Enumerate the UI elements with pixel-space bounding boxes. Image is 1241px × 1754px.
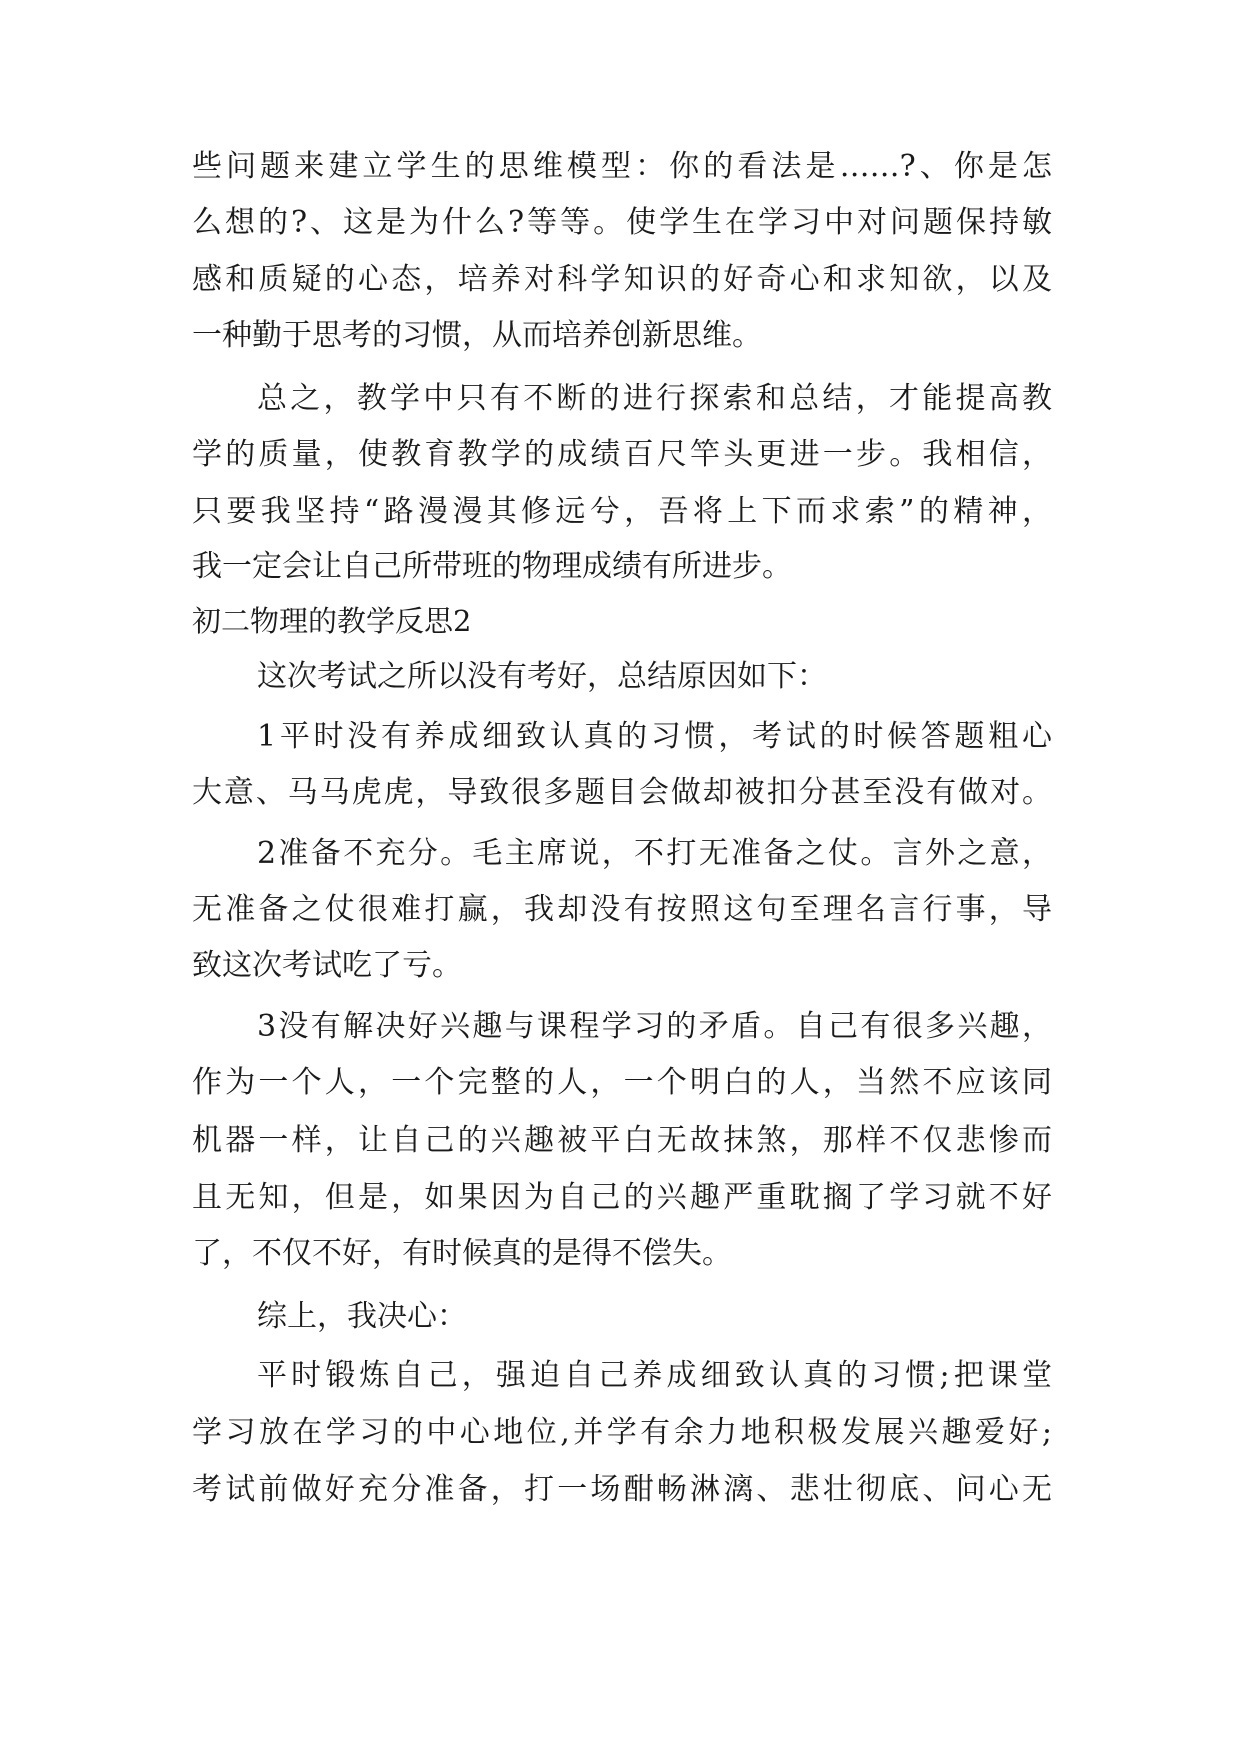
paragraph-line: 学习放在学习的中心地位,并学有余力地积极发展兴趣爱好;: [192, 1415, 1052, 1450]
paragraph-line: 作为一个人，一个完整的人，一个明白的人，当然不应该同: [192, 1065, 1052, 1100]
paragraph-line: 2准备不充分。毛主席说，不打无准备之仗。言外之意，: [257, 836, 1052, 871]
paragraph-line: 3没有解决好兴趣与课程学习的矛盾。自己有很多兴趣，: [257, 1009, 1052, 1044]
paragraph-line: 1平时没有养成细致认真的习惯，考试的时候答题粗心: [257, 719, 1052, 754]
paragraph-line: 平时锻炼自己，强迫自己养成细致认真的习惯;把课堂: [257, 1358, 1052, 1393]
paragraph-line: 了，不仅不好，有时候真的是得不偿失。: [192, 1236, 732, 1271]
paragraph-line: 这次考试之所以没有考好，总结原因如下：: [257, 659, 827, 694]
paragraph-line: 感和质疑的心态，培养对科学知识的好奇心和求知欲，以及: [192, 262, 1052, 297]
paragraph-line: 些问题来建立学生的思维模型：你的看法是……?、你是怎: [192, 149, 1052, 184]
paragraph-line: 只要我坚持“路漫漫其修远兮，吾将上下而求索”的精神，: [192, 494, 1052, 529]
section-heading: 初二物理的教学反思2: [192, 604, 472, 638]
paragraph-line: 致这次考试吃了亏。: [192, 948, 462, 983]
paragraph-line: 无准备之仗很难打赢，我却没有按照这句至理名言行事，导: [192, 892, 1052, 927]
paragraph-line: 我一定会让自己所带班的物理成绩有所进步。: [192, 549, 792, 584]
paragraph-line: 考试前做好充分准备，打一场酣畅淋漓、悲壮彻底、问心无: [192, 1472, 1052, 1507]
paragraph-line: 且无知，但是，如果因为自己的兴趣严重耽搁了学习就不好: [192, 1180, 1052, 1215]
paragraph-line: 一种勤于思考的习惯，从而培养创新思维。: [192, 318, 762, 353]
paragraph-line: 学的质量，使教育教学的成绩百尺竿头更进一步。我相信，: [192, 437, 1052, 472]
paragraph-line: 机器一样，让自己的兴趣被平白无故抹煞，那样不仅悲惨而: [192, 1123, 1052, 1158]
paragraph-line: 综上，我决心：: [257, 1299, 467, 1334]
paragraph-line: 总之，教学中只有不断的进行探索和总结，才能提高教: [257, 381, 1052, 416]
paragraph-line: 大意、马马虎虎，导致很多题目会做却被扣分甚至没有做对。: [192, 775, 1052, 810]
paragraph-line: 么想的?、这是为什么?等等。使学生在学习中对问题保持敏: [192, 205, 1052, 240]
